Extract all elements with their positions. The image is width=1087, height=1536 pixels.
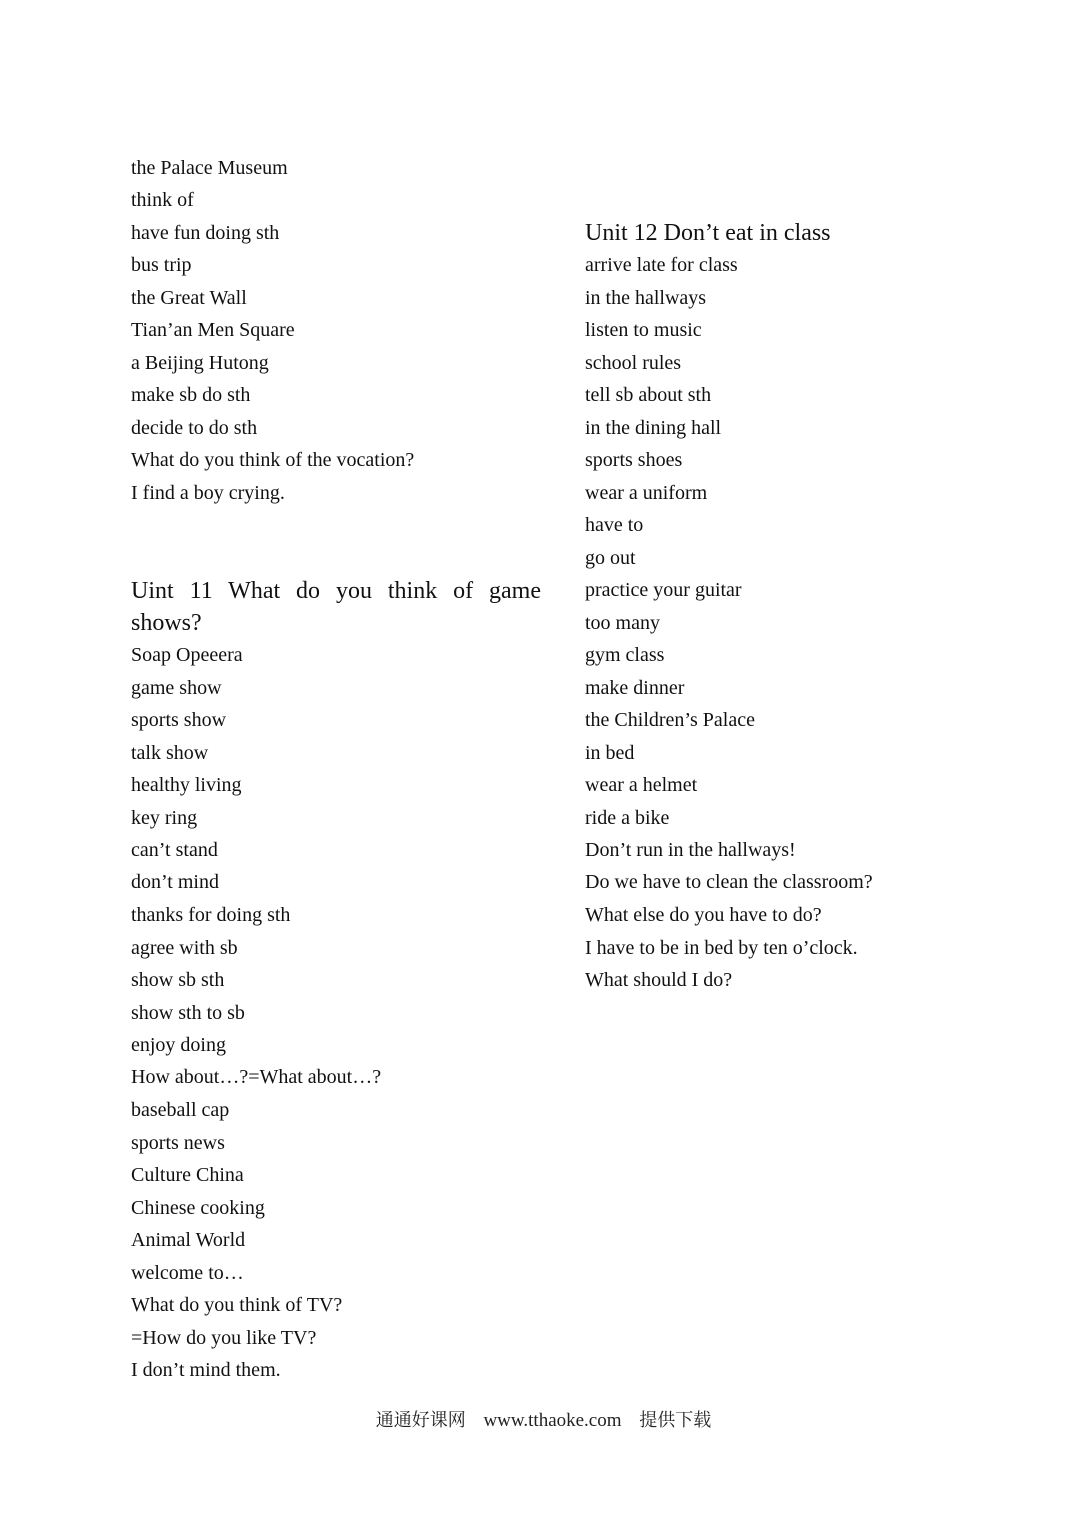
list-item: What do you think of TV? [131,1294,343,1316]
list-item: have fun doing sth [131,222,280,244]
list-item: I don’t mind them. [131,1359,281,1381]
list-item: Don’t run in the hallways! [585,839,796,861]
list-item: bus trip [131,254,192,276]
list-item: key ring [131,807,198,829]
list-item: practice your guitar [585,579,742,601]
footer-suffix: 提供下载 [639,1410,712,1431]
list-item: Tian’an Men Square [131,319,295,341]
list-item: What should I do? [585,969,733,991]
list-item: in the dining hall [585,417,722,439]
list-item: wear a helmet [585,774,698,796]
list-item: sports shoes [585,449,683,471]
list-item: school rules [585,352,682,374]
list-item: too many [585,612,660,634]
list-item: Chinese cooking [131,1197,265,1219]
list-item: can’t stand [131,839,218,861]
list-item: make sb do sth [131,384,251,406]
list-item: wear a uniform [585,482,708,504]
list-item: Culture China [131,1164,244,1186]
list-item: sports show [131,709,227,731]
list-item: thanks for doing sth [131,904,291,926]
list-item: game show [131,677,222,699]
list-item: What else do you have to do? [585,904,822,926]
page-footer [0,1409,1087,1433]
list-item: decide to do sth [131,417,258,439]
list-item: the Children’s Palace [585,709,755,731]
list-item: the Palace Museum [131,157,288,179]
unit12-heading: Unit 12 Don’t eat in class [585,220,831,246]
list-item: welcome to… [131,1262,244,1284]
list-item: think of [131,189,194,211]
list-item: in the hallways [585,287,707,309]
list-item: Do we have to clean the classroom? [585,871,873,893]
list-item: Soap Opeeera [131,644,243,666]
list-item: How about…?=What about…? [131,1066,382,1088]
list-item: agree with sb [131,937,238,959]
list-item: have to [585,514,644,536]
list-item: What do you think of the vocation? [131,449,415,471]
list-item: =How do you like TV? [131,1327,317,1349]
list-item: enjoy doing [131,1034,226,1056]
footer-url[interactable]: www.tthaoke.com [483,1410,622,1431]
list-item: Animal World [131,1229,246,1251]
list-item: listen to music [585,319,702,341]
footer-site-name: 通通好课网 [375,1410,466,1431]
list-item: baseball cap [131,1099,230,1121]
list-item: sports news [131,1132,225,1154]
list-item: show sth to sb [131,1002,245,1024]
list-item: the Great Wall [131,287,247,309]
list-item: in bed [585,742,635,764]
list-item: show sb sth [131,969,225,991]
list-item: make dinner [585,677,685,699]
list-item: don’t mind [131,871,219,893]
list-item: I have to be in bed by ten o’clock. [585,937,858,959]
list-item: tell sb about sth [585,384,712,406]
list-item: arrive late for class [585,254,738,276]
unit11-heading: Uint 11 What do you think of game shows? [131,578,541,636]
list-item: I find a boy crying. [131,482,285,504]
list-item: ride a bike [585,807,670,829]
list-item: go out [585,547,636,569]
list-item: a Beijing Hutong [131,352,269,374]
list-item: talk show [131,742,209,764]
list-item: healthy living [131,774,242,796]
list-item: gym class [585,644,665,666]
